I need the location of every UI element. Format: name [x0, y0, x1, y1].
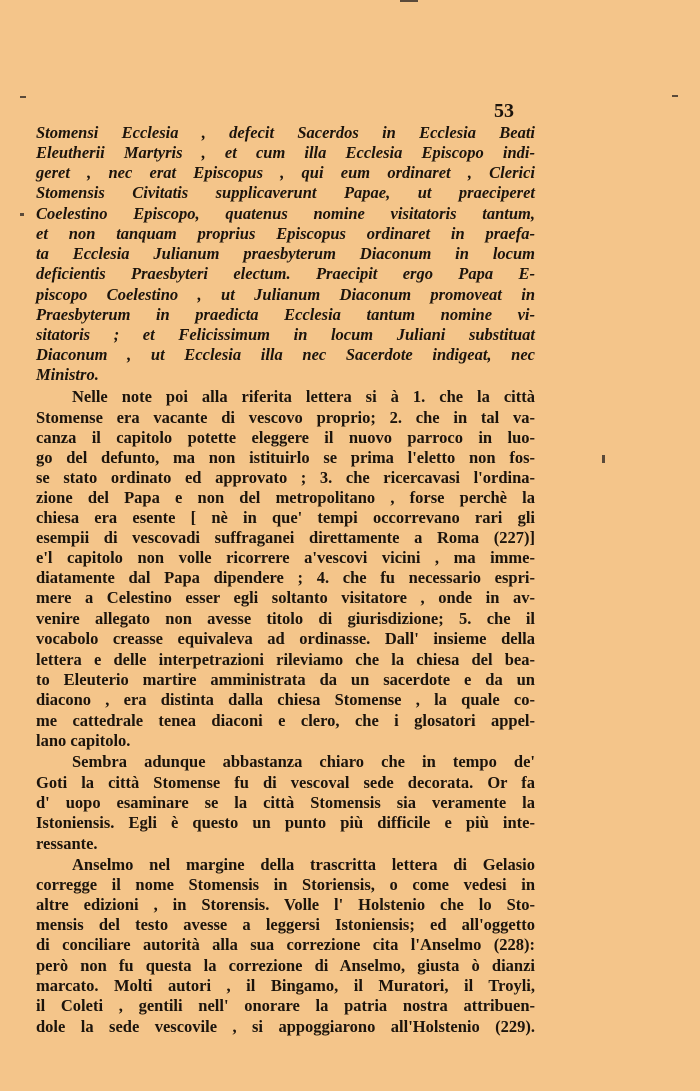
- text-line: go del defunto, ma non istituirlo se prima l'eletto non fos-: [36, 448, 535, 467]
- text-line: chiesa era esente [ nè in que' tempi occorrevano rari gli: [36, 508, 535, 527]
- text-line: Nelle note poi alla riferita lettera si à 1. che la città: [72, 387, 535, 406]
- text-line: ressante.: [36, 834, 98, 853]
- text-line: canza il capitolo potette eleggere il nuovo parroco in luo-: [36, 428, 535, 447]
- text-line: zione del Papa e non del metropolitano , forse perchè la: [36, 488, 535, 507]
- text-line: dole la sede vescovile , si appoggiarono all'Holstenio (229).: [36, 1017, 535, 1036]
- left-edge-dash: [20, 96, 26, 98]
- text-line: venire allegato non avesse titolo di giurisdizione; 5. che il: [36, 609, 535, 628]
- latin-line: Ministro.: [36, 365, 99, 384]
- page-number: 53: [494, 100, 514, 122]
- text-line: però non fu questa la correzione di Anselmo, giusta ò dianzi: [36, 956, 535, 975]
- latin-line: Diaconum , ut Ecclesia illa nec Sacerdote indigeat, nec: [36, 345, 535, 364]
- text-line: d' uopo esaminare se la città Stomensis sia veramente la: [36, 793, 535, 812]
- text-line: Istoniensis. Egli è questo un punto più difficile e più inte-: [36, 813, 535, 832]
- text-line: esempii di vescovadi suffraganei direttamente a Roma (227)]: [36, 528, 535, 547]
- text-line: Anselmo nel margine della trascritta lettera di Gelasio: [72, 855, 535, 874]
- text-line: to Eleuterio martire amministrata da un sacerdote e da un: [36, 670, 535, 689]
- text-line: diacono , era distinta dalla chiesa Stomense , la quale co-: [36, 690, 535, 709]
- right-edge-dash: [672, 95, 678, 97]
- latin-line: Stomensi Ecclesia , defecit Sacerdos in Ecclesia Beati: [36, 123, 535, 142]
- text-line: altre edizioni , in Storensis. Volle l' Holstenio che lo Sto-: [36, 895, 535, 914]
- latin-line: geret , nec erat Episcopus , qui eum ordinaret , Clerici: [36, 163, 535, 182]
- text-line: lano capitolo.: [36, 731, 131, 750]
- latin-line: Praesbyterum in praedicta Ecclesia tantum nomine vi-: [36, 305, 535, 324]
- latin-line: Eleutherii Martyris , et cum illa Ecclesia Episcopo indi-: [36, 143, 535, 162]
- text-line: lettera e delle interpetrazioni rileviamo che la chiesa del bea-: [36, 650, 535, 669]
- margin-tick: [602, 455, 605, 463]
- text-line: marcato. Molti autori , il Bingamo, il Muratori, il Troyli,: [36, 976, 535, 995]
- text-line: Goti la città Stomense fu di vescoval sede decorata. Or fa: [36, 773, 535, 792]
- text-line: mensis del testo avesse a leggersi Istoniensis; ed all'oggetto: [36, 915, 535, 934]
- text-line: me cattedrale tenea diaconi e clero, che i glosatori appel-: [36, 711, 535, 730]
- text-line: il Coleti , gentili nell' onorare la patria nostra attribuen-: [36, 996, 535, 1015]
- latin-line: deficientis Praesbyteri electum. Praecipit ergo Papa E-: [36, 264, 535, 283]
- text-line: vocabolo creasse equivaleva ad ordinasse. Dall' insieme della: [36, 629, 535, 648]
- latin-line: et non tanquam proprius Episcopus ordinaret in praefa-: [36, 224, 535, 243]
- text-line: Stomense era vacante di vescovo proprio; 2. che in tal va-: [36, 408, 535, 427]
- latin-line: piscopo Coelestino , ut Julianum Diaconum promoveat in: [36, 285, 535, 304]
- latin-line: ta Ecclesia Julianum praesbyterum Diaconum in locum: [36, 244, 535, 263]
- latin-line: Coelestino Episcopo, quatenus nomine visitatoris tantum,: [36, 204, 535, 223]
- text-line: e'l capitolo non volle ricorrere a'vescovi vicini , ma imme-: [36, 548, 535, 567]
- text-line: mere a Celestino esser egli soltanto visitatore , onde in av-: [36, 588, 535, 607]
- text-line: diatamente dal Papa dipendere ; 4. che fu necessario espri-: [36, 568, 535, 587]
- text-line: se stato ordinato ed approvato ; 3. che ricercavasi l'ordina-: [36, 468, 535, 487]
- text-line: Sembra adunque abbastanza chiaro che in tempo de': [72, 752, 535, 771]
- latin-line: Stomensis Civitatis supplicaverunt Papae, ut praeciperet: [36, 183, 535, 202]
- top-scan-mark: [400, 0, 418, 2]
- latin-line: sitatoris ; et Felicissimum in locum Juliani substituat: [36, 325, 535, 344]
- text-line: corregge il nome Stomensis in Storiensis, o come vedesi in: [36, 875, 535, 894]
- text-line: di conciliare autorità alla sua correzione cita l'Anselmo (228):: [36, 935, 535, 954]
- margin-dot: [20, 213, 24, 216]
